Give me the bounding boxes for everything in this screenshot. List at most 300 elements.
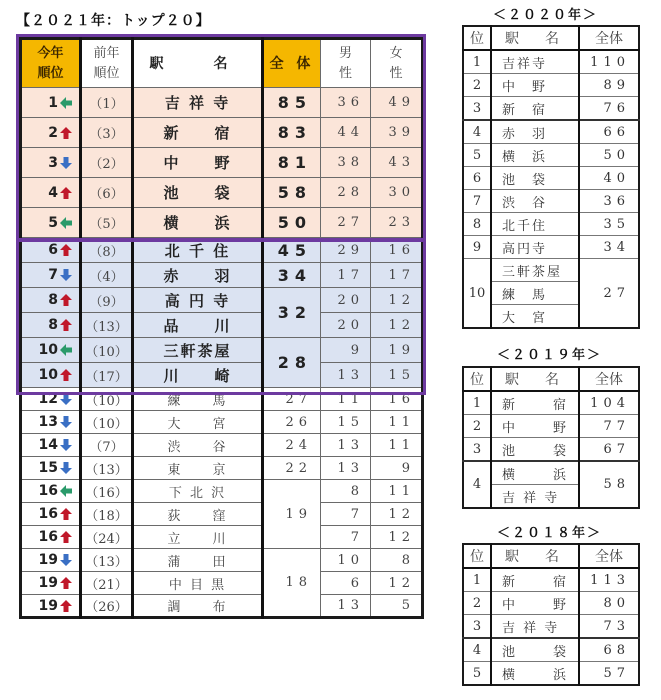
- male-count: 13: [321, 457, 371, 480]
- arrow-down-icon: [59, 268, 73, 282]
- table-row: [463, 74, 639, 97]
- station-name: 吉 祥 寺: [133, 88, 263, 118]
- station-name: 渋 谷: [133, 434, 263, 457]
- male-count: 36: [321, 88, 371, 118]
- male-count: 27: [321, 208, 371, 238]
- rank-last-year: （5）: [81, 208, 133, 238]
- table-row: [21, 148, 423, 178]
- rank-this-year: [21, 595, 81, 618]
- header-position: 位: [463, 544, 491, 568]
- rank-last-year: （9）: [81, 288, 133, 313]
- station-name: 練 馬: [133, 388, 263, 411]
- table-row: [463, 97, 639, 121]
- table-row: [463, 415, 639, 438]
- header-station: 駅 名: [133, 39, 263, 88]
- table-row: [21, 572, 423, 595]
- header-text: 女: [389, 45, 403, 61]
- station-name: [491, 592, 579, 615]
- station-name-part: 宿: [552, 574, 568, 590]
- table-row: [21, 208, 423, 238]
- rank-value: 16: [38, 483, 58, 499]
- header-text: 性: [389, 65, 403, 81]
- female-count: 30: [371, 178, 423, 208]
- table-row: [21, 88, 423, 118]
- station-name-part: 横: [502, 467, 518, 483]
- station-name: 調 布: [133, 595, 263, 618]
- station-name: 新 宿: [491, 97, 579, 121]
- rank-value: 7: [48, 267, 58, 283]
- rank-this-year: [21, 363, 81, 388]
- total-count: 58: [579, 461, 639, 508]
- arrow-down-icon: [59, 156, 73, 170]
- rank-value: 3: [48, 154, 58, 171]
- table-row: [463, 568, 639, 592]
- table-row: [21, 434, 423, 457]
- page-title: 【２０２１年：トップ２０】: [16, 13, 211, 29]
- station-name-part: 中: [502, 597, 518, 613]
- rank-value: 19: [38, 597, 58, 614]
- station-name: [491, 438, 579, 462]
- female-count: 9: [371, 457, 423, 480]
- station-name: [491, 568, 579, 592]
- position: 2: [463, 592, 491, 615]
- position: 8: [463, 213, 491, 236]
- station-name: 東 京: [133, 457, 263, 480]
- header-text: 男: [338, 45, 352, 61]
- header-text: 順位: [37, 65, 64, 81]
- rank-last-year: （4）: [81, 263, 133, 288]
- header-row: [463, 367, 639, 391]
- header-position: 位: [463, 367, 491, 391]
- position: 9: [463, 236, 491, 259]
- table-row: [463, 615, 639, 639]
- station-name-part: 池: [502, 443, 518, 459]
- rank-this-year: [21, 118, 81, 148]
- female-count: 5: [371, 595, 423, 618]
- rank-last-year: （3）: [81, 118, 133, 148]
- total-count: 57: [579, 662, 639, 686]
- header-total: 全体: [579, 544, 639, 568]
- total-count: 50: [263, 208, 321, 238]
- station-name: 赤 羽: [133, 263, 263, 288]
- male-count: 38: [321, 148, 371, 178]
- station-name: 北 千 住: [133, 238, 263, 263]
- station-name: [491, 391, 579, 415]
- ranking-2019-table: [462, 366, 640, 509]
- station-name: 蒲 田: [133, 549, 263, 572]
- table-row: [21, 457, 423, 480]
- header-total: 全 体: [263, 39, 321, 88]
- female-count: 19: [371, 338, 423, 363]
- female-count: 12: [371, 526, 423, 549]
- arrow-up-icon: [59, 599, 73, 613]
- rank-value: 15: [38, 460, 58, 476]
- rank-this-year: [21, 288, 81, 313]
- arrow-down-icon: [59, 553, 73, 567]
- rank-value: 6: [48, 242, 58, 258]
- station-name-part: 袋: [552, 644, 568, 660]
- total-count: 50: [579, 144, 639, 167]
- rank-this-year: [21, 411, 81, 434]
- rank-last-year: （13）: [81, 457, 133, 480]
- total-count: 28: [263, 338, 321, 388]
- table-row: [21, 118, 423, 148]
- header-position: 位: [463, 26, 491, 50]
- position: 4: [463, 120, 491, 144]
- header-station: 駅 名: [491, 26, 579, 50]
- header-row: [463, 26, 639, 50]
- male-count: 8: [321, 480, 371, 503]
- station-name: 吉祥寺: [491, 50, 579, 74]
- female-count: 49: [371, 88, 423, 118]
- female-count: 12: [371, 572, 423, 595]
- total-count: 113: [579, 568, 639, 592]
- female-count: 15: [371, 363, 423, 388]
- table-row: [21, 526, 423, 549]
- station-name-part: 野: [552, 420, 568, 436]
- station-name: 横 浜: [133, 208, 263, 238]
- rank-this-year: [21, 263, 81, 288]
- arrow-down-icon: [59, 438, 73, 452]
- station-name: 高 円 寺: [133, 288, 263, 313]
- total-count: 89: [579, 74, 639, 97]
- rank-this-year: [21, 238, 81, 263]
- station-name: 立 川: [133, 526, 263, 549]
- rank-last-year: （18）: [81, 503, 133, 526]
- position: 6: [463, 167, 491, 190]
- female-count: 8: [371, 549, 423, 572]
- station-name: 品 川: [133, 313, 263, 338]
- total-count: 67: [579, 438, 639, 462]
- rank-last-year: （2）: [81, 148, 133, 178]
- table-row: [21, 263, 423, 288]
- table-row: [463, 213, 639, 236]
- rank-value: 2: [48, 124, 58, 141]
- table-2020-title: ＜２０２０年＞: [493, 8, 599, 23]
- rank-this-year: [21, 338, 81, 363]
- rank-this-year: [21, 148, 81, 178]
- total-count: 66: [579, 120, 639, 144]
- station-name-part: 池: [502, 644, 518, 660]
- female-count: 39: [371, 118, 423, 148]
- rank-value: 10: [38, 342, 58, 358]
- arrow-left-icon: [59, 484, 73, 498]
- total-count: 68: [579, 638, 639, 662]
- rank-value: 19: [38, 552, 58, 568]
- male-count: 9: [321, 338, 371, 363]
- female-count: 11: [371, 411, 423, 434]
- arrow-up-icon: [59, 318, 73, 332]
- total-count: 24: [263, 434, 321, 457]
- table-row: [463, 236, 639, 259]
- rank-value: 16: [38, 529, 58, 545]
- total-count: 26: [263, 411, 321, 434]
- station-name: 練 馬: [491, 282, 579, 305]
- male-count: 6: [321, 572, 371, 595]
- male-count: 13: [321, 434, 371, 457]
- station-name: 吉 祥 寺: [491, 485, 579, 509]
- rank-last-year: （13）: [81, 313, 133, 338]
- station-name: 中 野: [491, 74, 579, 97]
- arrow-down-icon: [59, 415, 73, 429]
- male-count: 15: [321, 411, 371, 434]
- ranking-2021-table: [19, 37, 424, 619]
- station-name: [491, 461, 579, 485]
- table-row: [21, 388, 423, 411]
- table-row: [463, 461, 639, 485]
- position: 1: [463, 50, 491, 74]
- station-name: 三軒茶屋: [133, 338, 263, 363]
- station-name: 中 目 黒: [133, 572, 263, 595]
- total-count: 58: [263, 178, 321, 208]
- station-name: [491, 662, 579, 686]
- table-row: [21, 238, 423, 263]
- position: 3: [463, 615, 491, 639]
- total-count: 110: [579, 50, 639, 74]
- female-count: 17: [371, 263, 423, 288]
- rank-value: 13: [38, 414, 58, 430]
- station-name: 中 野: [133, 148, 263, 178]
- table-row: [21, 549, 423, 572]
- header-text: 性: [338, 65, 352, 81]
- header-male: [321, 39, 371, 88]
- station-name: 大 宮: [133, 411, 263, 434]
- total-count: 19: [263, 480, 321, 549]
- arrow-up-icon: [59, 576, 73, 590]
- station-name: 北千住: [491, 213, 579, 236]
- table-row: [463, 120, 639, 144]
- rank-last-year: （24）: [81, 526, 133, 549]
- rank-last-year: （10）: [81, 388, 133, 411]
- table-row: [21, 338, 423, 363]
- rank-value: 8: [48, 292, 58, 308]
- station-name-part: 浜: [552, 467, 568, 483]
- position: 1: [463, 568, 491, 592]
- position: 4: [463, 461, 491, 508]
- header-rank-last-year: [81, 39, 133, 88]
- rank-value: 12: [38, 391, 58, 407]
- total-count: 32: [263, 288, 321, 338]
- female-count: 43: [371, 148, 423, 178]
- rank-last-year: （8）: [81, 238, 133, 263]
- rank-last-year: （13）: [81, 549, 133, 572]
- station-name-part: 浜: [552, 667, 568, 683]
- station-name-part: 新: [502, 397, 518, 413]
- rank-this-year: [21, 480, 81, 503]
- rank-this-year: [21, 549, 81, 572]
- station-name: 川 崎: [133, 363, 263, 388]
- arrow-down-icon: [59, 392, 73, 406]
- header-text: 今年: [37, 45, 64, 61]
- header-female: [371, 39, 423, 88]
- ranking-2018-table: [462, 543, 640, 686]
- position: 3: [463, 438, 491, 462]
- position: 10: [463, 259, 491, 329]
- rank-last-year: （21）: [81, 572, 133, 595]
- rank-last-year: （26）: [81, 595, 133, 618]
- male-count: 17: [321, 263, 371, 288]
- female-count: 12: [371, 313, 423, 338]
- station-name: 横 浜: [491, 144, 579, 167]
- station-name: 大 宮: [491, 305, 579, 329]
- table-row: [463, 592, 639, 615]
- male-count: 44: [321, 118, 371, 148]
- position: 2: [463, 74, 491, 97]
- rank-this-year: [21, 526, 81, 549]
- rank-value: 10: [38, 367, 58, 383]
- table-row: [463, 391, 639, 415]
- table-row: [463, 50, 639, 74]
- female-count: 16: [371, 238, 423, 263]
- arrow-up-icon: [59, 368, 73, 382]
- position: 5: [463, 662, 491, 686]
- header-row: [21, 39, 423, 88]
- station-name: 高円寺: [491, 236, 579, 259]
- rank-last-year: （6）: [81, 178, 133, 208]
- male-count: 11: [321, 388, 371, 411]
- station-name: [491, 415, 579, 438]
- rank-last-year: （17）: [81, 363, 133, 388]
- header-total: 全体: [579, 367, 639, 391]
- rank-this-year: [21, 434, 81, 457]
- header-rank-this-year: [21, 39, 81, 88]
- station-name-part: 袋: [552, 443, 568, 459]
- ranking-2020-table: [462, 25, 640, 329]
- position: 5: [463, 144, 491, 167]
- table-row: [21, 480, 423, 503]
- male-count: 29: [321, 238, 371, 263]
- station-name: 荻 窪: [133, 503, 263, 526]
- position: 2: [463, 415, 491, 438]
- female-count: 12: [371, 503, 423, 526]
- rank-this-year: [21, 457, 81, 480]
- header-text: 順位: [93, 65, 120, 81]
- table-row: [463, 438, 639, 462]
- table-row: [463, 190, 639, 213]
- station-name-part: 新: [502, 574, 518, 590]
- table-row: [21, 363, 423, 388]
- rank-value: 1: [48, 94, 58, 111]
- rank-this-year: [21, 313, 81, 338]
- position: 4: [463, 638, 491, 662]
- station-name-part: 宿: [552, 397, 568, 413]
- position: 7: [463, 190, 491, 213]
- total-count: 36: [579, 190, 639, 213]
- total-count: 45: [263, 238, 321, 263]
- table-row: [21, 313, 423, 338]
- rank-last-year: （1）: [81, 88, 133, 118]
- total-count: 27: [579, 259, 639, 329]
- header-station: 駅 名: [491, 544, 579, 568]
- arrow-left-icon: [59, 96, 73, 110]
- table-row: [21, 595, 423, 618]
- female-count: 16: [371, 388, 423, 411]
- female-count: 23: [371, 208, 423, 238]
- table-row: [21, 178, 423, 208]
- male-count: 7: [321, 526, 371, 549]
- rank-last-year: （7）: [81, 434, 133, 457]
- arrow-left-icon: [59, 343, 73, 357]
- arrow-up-icon: [59, 530, 73, 544]
- arrow-down-icon: [59, 461, 73, 475]
- total-count: 81: [263, 148, 321, 178]
- station-name: 池 袋: [491, 167, 579, 190]
- table-row: [463, 259, 639, 282]
- rank-value: 14: [38, 437, 58, 453]
- station-name: 赤 羽: [491, 120, 579, 144]
- male-count: 20: [321, 288, 371, 313]
- male-count: 13: [321, 363, 371, 388]
- station-name: 新 宿: [133, 118, 263, 148]
- total-count: 83: [263, 118, 321, 148]
- table-row: [463, 638, 639, 662]
- station-name: 三軒茶屋: [491, 259, 579, 282]
- station-name-part: 野: [552, 597, 568, 613]
- header-row: [463, 544, 639, 568]
- male-count: 20: [321, 313, 371, 338]
- arrow-up-icon: [59, 293, 73, 307]
- rank-value: 16: [38, 506, 58, 522]
- arrow-left-icon: [59, 216, 73, 230]
- rank-value: 4: [48, 184, 58, 201]
- male-count: 7: [321, 503, 371, 526]
- total-count: 34: [263, 263, 321, 288]
- total-count: 85: [263, 88, 321, 118]
- rank-this-year: [21, 503, 81, 526]
- total-count: 73: [579, 615, 639, 639]
- table-row: [463, 167, 639, 190]
- rank-last-year: （16）: [81, 480, 133, 503]
- total-count: 77: [579, 415, 639, 438]
- station-name: 吉 祥 寺: [491, 615, 579, 639]
- total-count: 40: [579, 167, 639, 190]
- header-text: 前年: [93, 45, 120, 61]
- rank-this-year: [21, 208, 81, 238]
- rank-last-year: （10）: [81, 338, 133, 363]
- table-2018-title: ＜２０１８年＞: [497, 526, 603, 541]
- table-row: [21, 288, 423, 313]
- total-count: 35: [579, 213, 639, 236]
- arrow-up-icon: [59, 126, 73, 140]
- station-name: 池 袋: [133, 178, 263, 208]
- total-count: 22: [263, 457, 321, 480]
- total-count: 76: [579, 97, 639, 121]
- station-name-part: 中: [502, 420, 518, 436]
- rank-this-year: [21, 178, 81, 208]
- total-count: 80: [579, 592, 639, 615]
- rank-this-year: [21, 388, 81, 411]
- position: 1: [463, 391, 491, 415]
- female-count: 11: [371, 480, 423, 503]
- total-count: 34: [579, 236, 639, 259]
- position: 3: [463, 97, 491, 121]
- male-count: 13: [321, 595, 371, 618]
- arrow-up-icon: [59, 243, 73, 257]
- header-total: 全体: [579, 26, 639, 50]
- male-count: 10: [321, 549, 371, 572]
- table-row: [463, 144, 639, 167]
- station-name: 渋 谷: [491, 190, 579, 213]
- arrow-up-icon: [59, 507, 73, 521]
- table-2019-title: ＜２０１９年＞: [497, 348, 603, 363]
- station-name-part: 横: [502, 667, 518, 683]
- rank-value: 5: [48, 214, 58, 231]
- table-row: [21, 503, 423, 526]
- male-count: 28: [321, 178, 371, 208]
- rank-this-year: [21, 88, 81, 118]
- table-row: [463, 662, 639, 686]
- table-row: [21, 411, 423, 434]
